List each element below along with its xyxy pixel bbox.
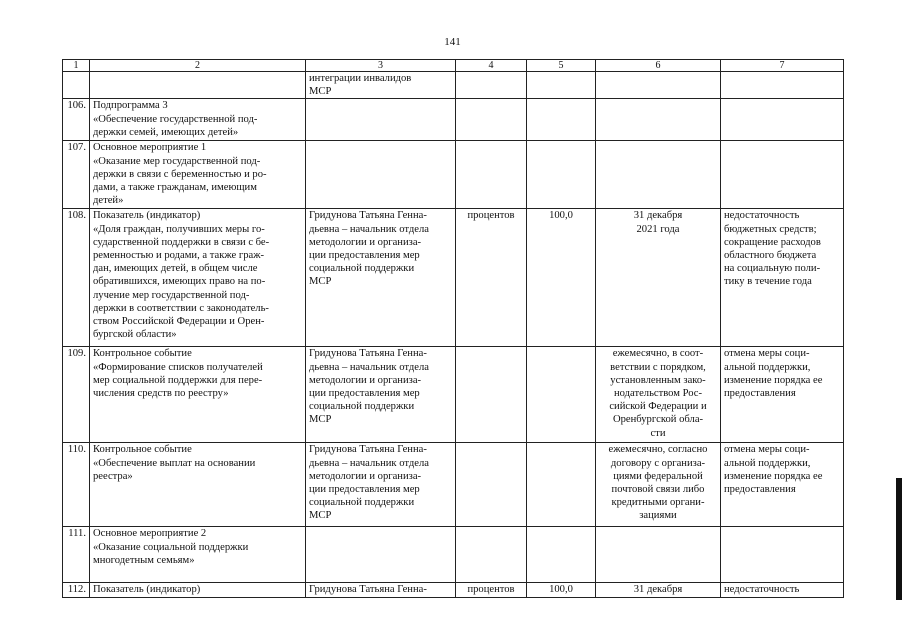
table-row <box>63 347 844 443</box>
row-name: Контрольное событие «Обеспечение выплат на основании реестра» <box>90 443 306 527</box>
row-value <box>527 72 596 99</box>
table-row <box>63 141 844 209</box>
row-deadline <box>596 99 721 141</box>
row-deadline <box>596 141 721 209</box>
row-responsible: Гридунова Татьяна Генна- <box>306 583 456 597</box>
table-row <box>63 583 844 597</box>
row-value: 100,0 <box>527 583 596 597</box>
row-name <box>90 72 306 99</box>
column-number-5: 5 <box>527 60 596 72</box>
row-number <box>63 72 90 99</box>
row-responsible: Гридунова Татьяна Генна- дьевна – начальник отдела методологии и организа- ции предоставления мер социальной поддержки МСР <box>306 347 456 443</box>
column-number-1: 1 <box>63 60 90 72</box>
row-number: 107. <box>63 141 90 209</box>
row-risk <box>721 72 844 99</box>
measures-table <box>62 59 844 598</box>
row-number: 108. <box>63 209 90 347</box>
row-unit <box>456 99 527 141</box>
row-deadline <box>596 527 721 583</box>
row-risk: отмена меры соци- альной поддержки, изменение порядка ее предоставления <box>721 443 844 527</box>
column-number-2: 2 <box>90 60 306 72</box>
row-unit <box>456 527 527 583</box>
row-value: 100,0 <box>527 209 596 347</box>
row-responsible <box>306 527 456 583</box>
row-unit <box>456 72 527 99</box>
row-unit: процентов <box>456 583 527 597</box>
row-responsible: Гридунова Татьяна Генна- дьевна – начальник отдела методологии и организа- ции предоставления мер социальной поддержки МСР <box>306 209 456 347</box>
row-value <box>527 347 596 443</box>
row-risk <box>721 141 844 209</box>
column-number-3: 3 <box>306 60 456 72</box>
table-row <box>63 527 844 583</box>
row-number: 112. <box>63 583 90 597</box>
page-number: 141 <box>444 36 461 48</box>
row-risk <box>721 99 844 141</box>
row-unit <box>456 443 527 527</box>
row-responsible: интеграции инвалидов МСР <box>306 72 456 99</box>
row-risk: отмена меры соци- альной поддержки, изменение порядка ее предоставления <box>721 347 844 443</box>
row-name: Показатель (индикатор) «Доля граждан, получивших меры го- сударственной поддержки в связи с бе- ременностью и родами, а также граж- дан, имеющих детей, в общем числе обратившихся, имеющих право на по- лучение мер государственной под- держки в соответствии с законодатель- ством Российской Федерации и Орен- бургской области» <box>90 209 306 347</box>
row-name: Контрольное событие «Формирование списков получателей мер социальной поддержки для пере- числения средств по реестру» <box>90 347 306 443</box>
row-name: Основное мероприятие 2 «Оказание социальной поддержки многодетным семьям» <box>90 527 306 583</box>
scan-edge-mark <box>896 478 902 600</box>
row-number: 111. <box>63 527 90 583</box>
row-deadline: 31 декабря <box>596 583 721 597</box>
row-deadline <box>596 72 721 99</box>
row-number: 110. <box>63 443 90 527</box>
row-value <box>527 99 596 141</box>
column-number-4: 4 <box>456 60 527 72</box>
column-number-6: 6 <box>596 60 721 72</box>
row-value <box>527 141 596 209</box>
table-row <box>63 443 844 527</box>
row-risk <box>721 527 844 583</box>
row-number: 109. <box>63 347 90 443</box>
column-number-7: 7 <box>721 60 844 72</box>
row-risk: недостаточность бюджетных средств; сокращение расходов областного бюджета на социальную поли- тику в течение года <box>721 209 844 347</box>
row-name: Основное мероприятие 1 «Оказание мер государственной под- держки в связи с беременностью и ро- дами, а также гражданам, имеющим детей» <box>90 141 306 209</box>
column-numbers-row <box>63 60 844 72</box>
row-responsible <box>306 141 456 209</box>
row-value <box>527 527 596 583</box>
row-value <box>527 443 596 527</box>
row-responsible <box>306 99 456 141</box>
row-risk: недостаточность <box>721 583 844 597</box>
row-unit <box>456 141 527 209</box>
row-number: 106. <box>63 99 90 141</box>
row-name: Показатель (индикатор) <box>90 583 306 597</box>
row-unit <box>456 347 527 443</box>
table-row <box>63 209 844 347</box>
row-unit: процентов <box>456 209 527 347</box>
table-row <box>63 99 844 141</box>
row-name: Подпрограмма 3 «Обеспечение государственной под- держки семей, имеющих детей» <box>90 99 306 141</box>
row-deadline: ежемесячно, в соот- ветствии с порядком, установленным зако- нодательством Рос- сийской Федерации и Оренбургской обла- сти <box>596 347 721 443</box>
row-deadline: ежемесячно, согласно договору с организа- циями федеральной почтовой связи либо кредитными органи- зациями <box>596 443 721 527</box>
row-responsible: Гридунова Татьяна Генна- дьевна – начальник отдела методологии и организа- ции предоставления мер социальной поддержки МСР <box>306 443 456 527</box>
row-deadline: 31 декабря 2021 года <box>596 209 721 347</box>
table-row <box>63 72 844 99</box>
